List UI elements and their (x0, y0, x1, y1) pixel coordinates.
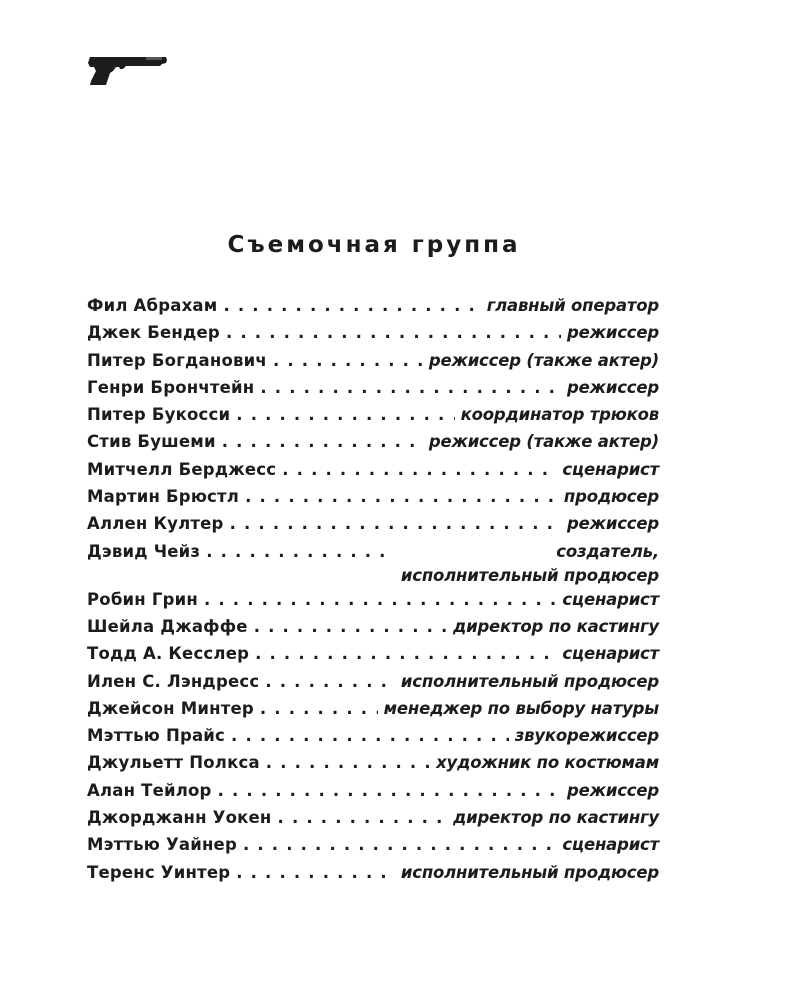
dot-leader (223, 292, 480, 319)
dot-leader (230, 510, 561, 537)
credit-role: менеджер по выбору натуры (383, 698, 659, 718)
credit-name: Стив Бушеми (87, 432, 216, 452)
credit-role: сценарист (562, 835, 659, 855)
dot-leader (231, 722, 509, 749)
dot-leader (255, 640, 556, 667)
credit-role: исполнительный продюсер (400, 862, 659, 882)
credit-name: Фил Абрахам (87, 296, 218, 315)
dot-leader (245, 483, 558, 510)
credit-role: режиссер (567, 377, 659, 397)
pistol-icon (86, 55, 168, 87)
credit-name: Генри Брончтейн (87, 377, 255, 397)
credit-role: художник по костюмам (436, 753, 659, 773)
credit-row (87, 347, 659, 374)
credit-role-line: создатель, (556, 541, 659, 561)
dot-leader (243, 831, 556, 858)
dot-leader (254, 613, 447, 640)
credit-name: Алан Тейлор (87, 780, 212, 800)
credits-list (87, 292, 659, 886)
credit-row (87, 401, 659, 428)
dot-leader (226, 319, 561, 346)
dot-leader (236, 859, 395, 886)
credit-name: Питер Букосси (87, 405, 231, 425)
dot-leader (273, 347, 423, 374)
credit-row (87, 668, 659, 695)
credit-row (87, 510, 659, 537)
dot-leader (260, 374, 561, 401)
dot-leader (278, 804, 447, 831)
credit-name: Шейла Джаффе (87, 616, 248, 636)
dot-leader (206, 538, 395, 565)
credit-row (87, 456, 659, 483)
credit-role: директор по кастингу (452, 808, 659, 828)
credit-row (87, 749, 659, 776)
credit-role (401, 539, 659, 588)
credit-role-line: исполнительный продюсер (400, 565, 659, 585)
credit-name: Дэвид Чейз (87, 541, 201, 561)
credit-row (87, 777, 659, 804)
dot-leader (260, 695, 378, 722)
credit-name: Митчелл Берджесс (87, 459, 277, 479)
credit-name: Джульетт Полкса (87, 753, 260, 773)
credit-role: главный оператор (486, 296, 659, 315)
credit-row (87, 831, 659, 858)
credit-row (87, 640, 659, 667)
credit-name: Теренс Уинтер (87, 862, 231, 882)
credit-role: сценарист (562, 589, 659, 609)
dot-leader (236, 401, 454, 428)
credit-row (87, 319, 659, 346)
credit-name: Мартин Брюстл (87, 487, 240, 507)
credit-role: сценарист (562, 459, 659, 479)
dot-leader (265, 668, 395, 695)
credit-role: директор по кастингу (452, 616, 659, 636)
dot-leader (218, 777, 561, 804)
credit-role: продюсер (563, 487, 659, 507)
dot-leader (204, 586, 556, 613)
page-title: Съемочная группа (227, 232, 521, 258)
credit-row (87, 538, 659, 586)
credit-row (87, 722, 659, 749)
credit-role: координатор трюков (460, 405, 659, 425)
credit-role: режиссер (567, 323, 659, 343)
credit-name: Джек Бендер (87, 323, 220, 343)
credit-name: Питер Богданович (87, 350, 267, 370)
credit-role: сценарист (562, 644, 659, 664)
credit-role: режиссер (также актер) (428, 432, 659, 452)
credit-row (87, 804, 659, 831)
credit-name: Мэттью Прайс (87, 726, 226, 746)
credit-name: Тодд А. Кесслер (87, 644, 250, 664)
credit-row (87, 695, 659, 722)
credit-name: Аллен Култер (87, 514, 224, 534)
credit-name: Илен С. Лэндресс (87, 671, 260, 691)
credit-name: Робин Грин (87, 589, 198, 609)
credit-role: режиссер (567, 780, 659, 800)
credit-name: Мэттью Уайнер (87, 835, 237, 855)
credit-row (87, 859, 659, 886)
credit-row (87, 483, 659, 510)
dot-leader (266, 749, 430, 776)
credit-role: режиссер (567, 514, 659, 534)
credit-row (87, 613, 659, 640)
dot-leader (222, 428, 423, 455)
credit-name: Джейсон Минтер (87, 698, 254, 718)
credit-name: Джорджанн Уокен (87, 808, 272, 828)
credit-row (87, 428, 659, 455)
credit-row (87, 586, 659, 613)
credit-role: исполнительный продюсер (400, 671, 659, 691)
credit-row (87, 374, 659, 401)
dot-leader (282, 456, 556, 483)
credit-role: звукорежиссер (514, 726, 659, 746)
credit-row (87, 292, 659, 319)
credit-role: режиссер (также актер) (428, 350, 659, 370)
